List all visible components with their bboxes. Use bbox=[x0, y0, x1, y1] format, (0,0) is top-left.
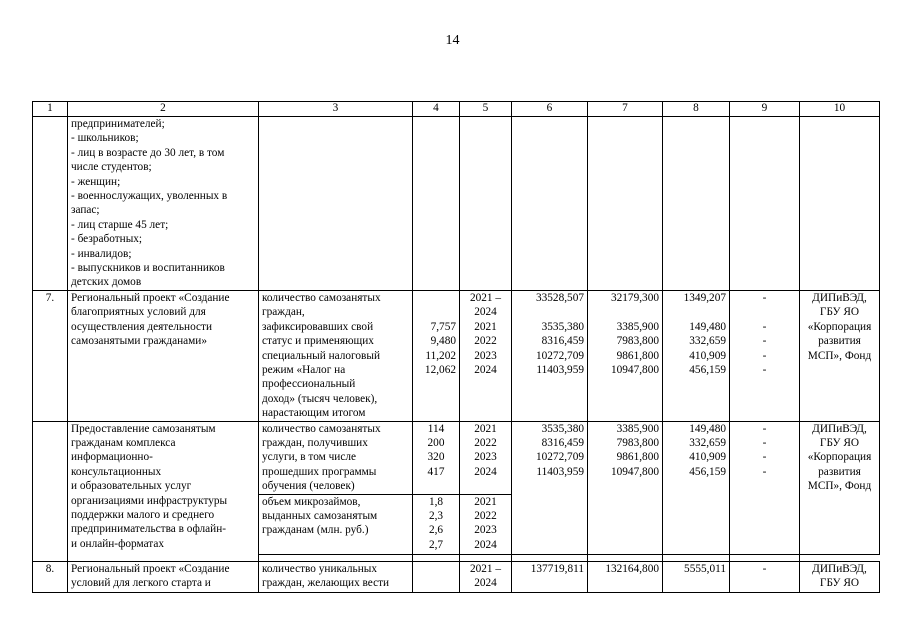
amount-line: 7983,800 bbox=[616, 436, 659, 449]
name-cell bbox=[68, 117, 259, 291]
text-line: предпринимателей; bbox=[71, 118, 165, 130]
amount-line bbox=[666, 305, 726, 319]
year-line: 2021 bbox=[474, 495, 497, 508]
header-cell-3: 3 bbox=[259, 102, 413, 117]
row-number: 8. bbox=[33, 561, 68, 592]
indicator-cell bbox=[259, 117, 413, 291]
amount-line: 1349,207 bbox=[683, 291, 726, 304]
text-line: - женщин; bbox=[71, 175, 121, 188]
year-line: 2021 bbox=[474, 320, 497, 333]
amount-line: 10272,709 bbox=[535, 451, 584, 464]
dash-line: - bbox=[762, 291, 767, 304]
year-line: 2023 bbox=[474, 451, 497, 464]
page-number: 14 bbox=[445, 33, 460, 48]
text-line: и образовательных услуг bbox=[71, 480, 192, 493]
amount-line: 11403,959 bbox=[536, 363, 584, 376]
text-line: ГБУ ЯО bbox=[819, 436, 860, 449]
col7-cell bbox=[588, 290, 663, 421]
year-line: 2022 bbox=[474, 335, 497, 348]
col10-cell bbox=[800, 561, 880, 592]
col7-cell: 132164,800 bbox=[588, 561, 663, 592]
col8-cell: 5555,011 bbox=[663, 561, 730, 592]
year-line: 2021 – bbox=[469, 562, 502, 575]
name-cell bbox=[68, 561, 259, 592]
text-line: ДИПиВЭД, bbox=[812, 291, 867, 304]
value-line: 12,062 bbox=[424, 363, 456, 376]
header-row bbox=[33, 102, 880, 117]
text-line: - школьников; bbox=[71, 132, 139, 145]
text-line: ГБУ ЯО bbox=[819, 576, 860, 589]
value-cell bbox=[413, 117, 460, 291]
col9-cell bbox=[730, 290, 800, 421]
table-row bbox=[33, 117, 880, 291]
empty-cell bbox=[588, 554, 663, 561]
text-line: МСП», Фонд bbox=[807, 480, 872, 493]
text-line: благоприятных условий для bbox=[71, 306, 206, 319]
text-line: специальный налоговый bbox=[262, 349, 380, 362]
value-line: 2,6 bbox=[428, 524, 444, 537]
dash-line: - bbox=[762, 422, 767, 435]
value-cell bbox=[413, 561, 460, 592]
text-line: прошедших программы bbox=[262, 465, 377, 478]
text-line: условий для легкого старта и bbox=[71, 576, 211, 589]
num-cell bbox=[33, 421, 68, 561]
year-line: 2024 bbox=[474, 465, 497, 478]
text-line: граждан, получивших bbox=[262, 436, 368, 449]
empty-cell bbox=[259, 554, 413, 561]
col10-cell bbox=[800, 421, 880, 554]
dash-line bbox=[733, 305, 796, 319]
text-line: консультационных bbox=[71, 465, 162, 478]
text-line: количество самозанятых bbox=[262, 291, 381, 304]
value-line bbox=[416, 305, 456, 319]
value-line: 2,7 bbox=[428, 538, 444, 551]
text-line: режим «Налог на bbox=[262, 363, 346, 376]
text-line: организациями инфраструктуры bbox=[71, 494, 228, 507]
text-line: зафиксировавших свой bbox=[262, 320, 374, 333]
amount-line: 410,909 bbox=[689, 349, 726, 362]
amount-line: 9861,800 bbox=[616, 349, 659, 362]
indicator-cell bbox=[259, 494, 413, 554]
text-line: «Корпорация bbox=[807, 451, 872, 464]
year-cell bbox=[460, 421, 512, 494]
year-cell bbox=[460, 117, 512, 291]
text-line: поддержки малого и среднего bbox=[71, 508, 215, 521]
value-line: 1,8 bbox=[428, 495, 444, 508]
header-cell-10: 10 bbox=[800, 102, 880, 117]
text-line: Региональный проект «Создание bbox=[71, 291, 230, 304]
amount-line: 10947,800 bbox=[610, 363, 659, 376]
amount-line: 456,159 bbox=[689, 465, 726, 478]
text-line: ГБУ ЯО bbox=[819, 306, 860, 319]
year-line: 2023 bbox=[474, 524, 497, 537]
dash-line: - bbox=[762, 465, 767, 478]
amount-line: 7983,800 bbox=[616, 335, 659, 348]
amount-line bbox=[591, 305, 659, 319]
text-line: доход» (тысяч человек), bbox=[262, 392, 378, 405]
text-line: - лиц старше 45 лет; bbox=[71, 218, 169, 231]
dash-line: - bbox=[762, 436, 767, 449]
text-line: количество самозанятых bbox=[262, 422, 381, 435]
col9-cell: - bbox=[730, 561, 800, 592]
amount-line: 9861,800 bbox=[616, 451, 659, 464]
empty-cell bbox=[512, 554, 588, 561]
amount-line: 3535,380 bbox=[541, 320, 584, 333]
text-line: Региональный проект «Создание bbox=[71, 562, 230, 575]
empty-cell bbox=[460, 554, 512, 561]
amount-line: 8316,459 bbox=[541, 335, 584, 348]
col8-cell bbox=[663, 421, 730, 554]
amount-line: 456,159 bbox=[689, 363, 726, 376]
text-line: запас; bbox=[71, 204, 100, 217]
empty-cell bbox=[730, 554, 800, 561]
amount-line: 3535,380 bbox=[541, 422, 584, 435]
value-line: 9,480 bbox=[430, 335, 456, 348]
amount-line: 149,480 bbox=[689, 320, 726, 333]
text-line: - безработных; bbox=[71, 233, 143, 246]
col6-cell bbox=[512, 421, 588, 554]
year-line: 2021 bbox=[474, 422, 497, 435]
table-row bbox=[33, 290, 880, 421]
amount-line: 8316,459 bbox=[541, 436, 584, 449]
indicator-cell bbox=[259, 421, 413, 494]
dash-line: - bbox=[762, 363, 767, 376]
value-line bbox=[416, 291, 456, 305]
text-line: выданных самозанятым bbox=[262, 509, 378, 522]
year-line: 2024 bbox=[474, 576, 497, 589]
text-line: числе студентов; bbox=[71, 161, 152, 174]
year-line: 2024 bbox=[474, 363, 497, 376]
col6-cell bbox=[512, 290, 588, 421]
year-line: 2024 bbox=[474, 306, 497, 319]
value-cell bbox=[413, 421, 460, 494]
text-line: - выпускников и воспитанников bbox=[71, 262, 225, 275]
text-line: предпринимательства в офлайн- bbox=[71, 523, 226, 536]
row-number: 7. bbox=[33, 290, 68, 421]
text-line: развития bbox=[818, 465, 861, 478]
year-line: 2022 bbox=[474, 436, 497, 449]
col6-cell: 137719,811 bbox=[512, 561, 588, 592]
text-line: граждан, bbox=[262, 306, 305, 319]
amount-line: 10947,800 bbox=[610, 465, 659, 478]
text-line: нарастающим итогом bbox=[262, 407, 366, 420]
text-line: - военнослужащих, уволенных в bbox=[71, 190, 228, 203]
text-line: ДИПиВЭД, bbox=[812, 422, 867, 435]
amount-line: 33528,507 bbox=[535, 291, 584, 304]
text-line: - инвалидов; bbox=[71, 247, 132, 260]
text-line: развития bbox=[818, 335, 861, 348]
col7-cell bbox=[588, 117, 663, 291]
dash-line: - bbox=[762, 320, 767, 333]
header-cell-2: 2 bbox=[68, 102, 259, 117]
amount-line: 3385,900 bbox=[616, 320, 659, 333]
text-line: МСП», Фонд bbox=[807, 349, 872, 362]
text-line: статус и применяющих bbox=[262, 335, 374, 348]
value-cell bbox=[413, 494, 460, 554]
year-cell bbox=[460, 561, 512, 592]
text-line: информационно- bbox=[71, 451, 153, 464]
header-cell-7: 7 bbox=[588, 102, 663, 117]
name-cell bbox=[68, 421, 259, 561]
header-cell-1: 1 bbox=[33, 102, 68, 117]
text-line: осуществления деятельности bbox=[71, 320, 213, 333]
amount-line: 32179,300 bbox=[610, 291, 659, 304]
text-line: детских домов bbox=[71, 276, 142, 289]
value-line: 11,202 bbox=[425, 349, 456, 362]
name-cell bbox=[68, 290, 259, 421]
year-line: 2022 bbox=[474, 509, 497, 522]
header-cell-4: 4 bbox=[413, 102, 460, 117]
num-cell bbox=[33, 117, 68, 291]
text-line: гражданам комплекса bbox=[71, 436, 176, 449]
text-line: самозанятыми гражданами» bbox=[71, 335, 207, 348]
value-line: 2,3 bbox=[428, 509, 444, 522]
text-line: гражданам (млн. руб.) bbox=[262, 524, 369, 537]
header-cell-8: 8 bbox=[663, 102, 730, 117]
year-cell bbox=[460, 494, 512, 554]
col8-cell bbox=[663, 290, 730, 421]
text-line: объем микрозаймов, bbox=[262, 495, 361, 508]
amount-line: 332,659 bbox=[689, 436, 726, 449]
amount-line: 3385,900 bbox=[616, 422, 659, 435]
amount-line: 10272,709 bbox=[535, 349, 584, 362]
amount-line: 410,909 bbox=[689, 451, 726, 464]
year-line: 2024 bbox=[474, 538, 497, 551]
value-line: 417 bbox=[427, 465, 445, 478]
col8-cell bbox=[663, 117, 730, 291]
empty-cell bbox=[413, 554, 460, 561]
text-line: обучения (человек) bbox=[262, 480, 355, 493]
year-cell bbox=[460, 290, 512, 421]
text-line: профессиональный bbox=[262, 378, 356, 391]
text-line: Предоставление самозанятым bbox=[71, 422, 216, 435]
header-cell-6: 6 bbox=[512, 102, 588, 117]
table-row bbox=[33, 561, 880, 592]
amount-line: 332,659 bbox=[689, 335, 726, 348]
text-line: количество уникальных bbox=[262, 562, 377, 575]
text-line: ДИПиВЭД, bbox=[812, 562, 867, 575]
value-line: 200 bbox=[427, 436, 445, 449]
empty-cell bbox=[663, 554, 730, 561]
dash-line: - bbox=[762, 451, 767, 464]
amount-line: 149,480 bbox=[689, 422, 726, 435]
table-row bbox=[33, 421, 880, 494]
year-line: 2023 bbox=[474, 349, 497, 362]
amount-line: 11403,959 bbox=[536, 465, 584, 478]
text-line: услуги, в том числе bbox=[262, 451, 357, 464]
indicator-cell bbox=[259, 561, 413, 592]
value-line: 320 bbox=[427, 451, 445, 464]
text-line: «Корпорация bbox=[807, 320, 872, 333]
amount-line bbox=[515, 305, 584, 319]
value-cell bbox=[413, 290, 460, 421]
value-line: 7,757 bbox=[430, 320, 456, 333]
col6-cell bbox=[512, 117, 588, 291]
header-cell-9: 9 bbox=[730, 102, 800, 117]
dash-line: - bbox=[762, 349, 767, 362]
text-line: - лиц в возрасте до 30 лет, в том bbox=[71, 146, 225, 159]
value-line: 114 bbox=[427, 422, 445, 435]
header-cell-5: 5 bbox=[460, 102, 512, 117]
year-line: 2021 – bbox=[469, 291, 502, 304]
budget-table bbox=[32, 101, 880, 593]
col7-cell bbox=[588, 421, 663, 554]
col9-cell bbox=[730, 421, 800, 554]
indicator-cell bbox=[259, 290, 413, 421]
text-line: граждан, желающих вести bbox=[262, 576, 390, 589]
dash-line: - bbox=[762, 335, 767, 348]
col10-cell bbox=[800, 117, 880, 291]
col9-cell bbox=[730, 117, 800, 291]
col10-cell bbox=[800, 290, 880, 421]
text-line: и онлайн-форматах bbox=[71, 537, 165, 550]
